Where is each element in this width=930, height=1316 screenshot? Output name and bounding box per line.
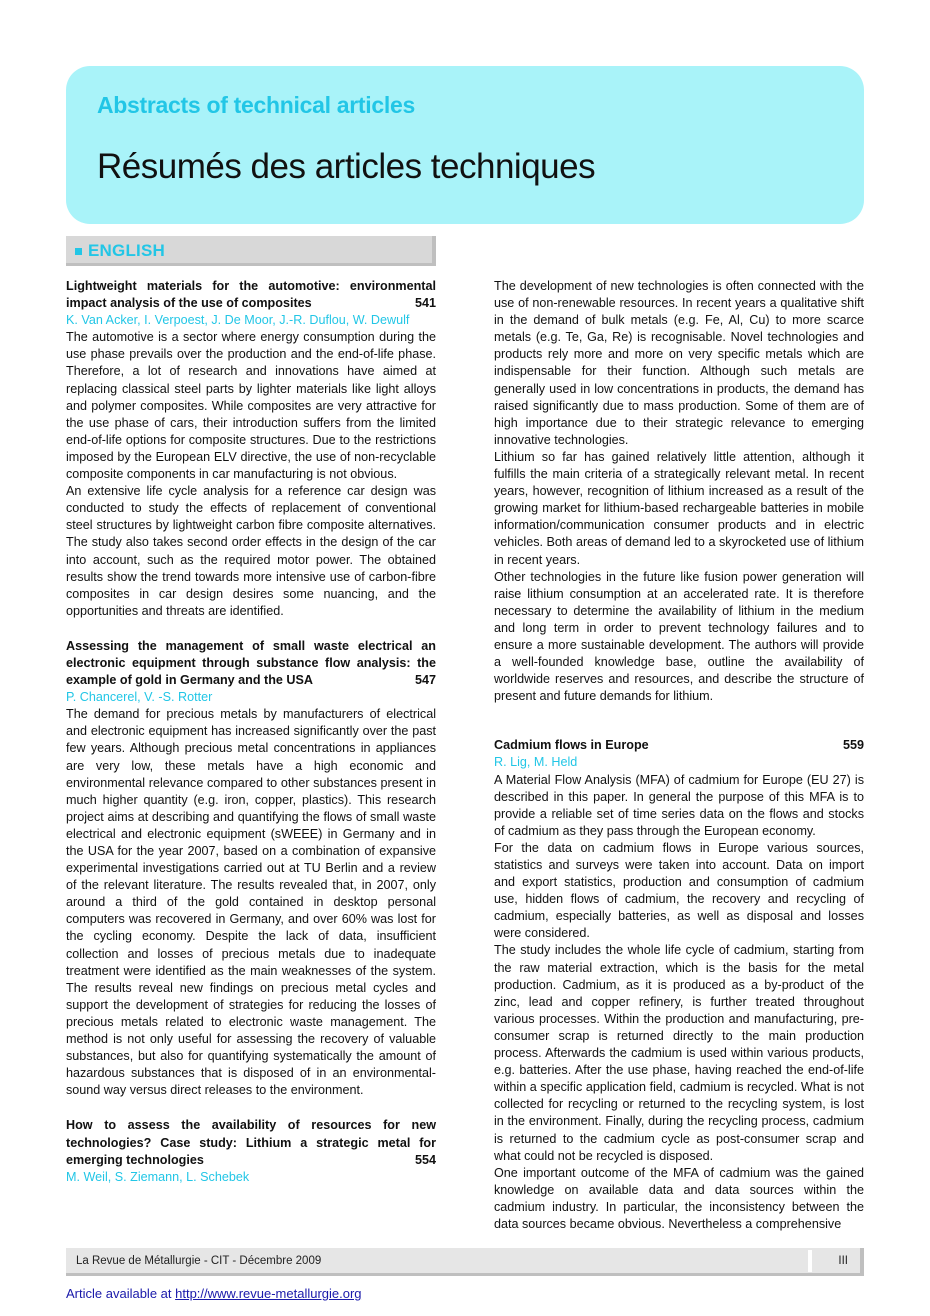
article-paragraph: An extensive life cycle analysis for a reference car design was conducted to study the effects of replacement of conventional steel structures by lightweight carbon fibre composite alternatives. The study also takes second order effects in the design of the car into account, such as the required motor power. The obtained results show the trend towards more intensive use of carbon-fibre composites in car design desires some nuancing, and the opportunities and threats are identified. bbox=[66, 484, 436, 618]
article-paragraph: The automotive is a sector where energy consumption during the use phase prevails over the production and the end-of-life phase. Therefore, a lot of research and innovations have aimed at replacing classical steel parts by lighter materials like light alloys and polymer composites. While composites are very attractive for the use phase of cars, their introduction suffers from the limited end-of-life options for composite structures. Due to the restrictions imposed by the European ELV directive, the use of non-recyclable composite components in car manufacturing is not obvious. bbox=[66, 330, 436, 482]
bullet-square-icon bbox=[75, 248, 82, 255]
article-paragraph: A Material Flow Analysis (MFA) of cadmium for Europe (EU 27) is described in this paper. In general the purpose of this MFA is to provide a reliable set of time series data on the flows and stocks of cadmium as they pass through the European economy. bbox=[494, 772, 864, 838]
availability-prefix: Article available at bbox=[66, 1286, 176, 1301]
article-title bbox=[494, 737, 864, 754]
footer-bar bbox=[66, 1248, 864, 1276]
article-title-text: Assessing the management of small waste electrical an electronic equipment through substance flow analysis: the example of gold in Germany and the USA bbox=[66, 638, 436, 688]
article-title-text: How to assess the availability of resources for new technologies? Case study: Lithium a strategic metal for emerging technologies bbox=[66, 1118, 436, 1167]
article-title bbox=[66, 638, 436, 689]
article-authors: R. Lig, M. Held bbox=[494, 755, 578, 770]
article-authors: P. Chancerel, V. -S. Rotter bbox=[66, 690, 213, 705]
header-title-french: Résumés des articles techniques bbox=[97, 147, 596, 186]
header-banner bbox=[66, 66, 864, 224]
article-title bbox=[66, 1117, 436, 1168]
footer-page-number: III bbox=[838, 1255, 848, 1267]
article-paragraph: The study includes the whole life cycle of cadmium, starting from the raw material extraction, which is the basis for the metal production. Cadmium, as it is produced as a by-product of the zinc, lead and copper refinery, is further treated throughout various processes. Within the production and manufacturing, pre-consumer scrap is returned directly to the main production process. Afterwards the cadmium is used within various products, e.g. batteries. After the use phase, having reached the end-of-life within a specific application field, cadmium is recycled. What is not collected for recycling or returned to the recycling system, is lost in the environment. Finally, during the recycling process, cadmium is returned to the cadmium cycle as post-consumer scrap and what could not be recycled is disposed. bbox=[494, 943, 864, 1163]
article-paragraph: Other technologies in the future like fusion power generation will raise lithium consumption at an accelerated rate. It is therefore necessary to determine the availability of lithium in the medium and long term in order to prevent technology failures and to ensure a more sustainable development. The authors will provide a well-founded knowledge base, outline the availability of worldwide reserves and resources, and describe the structure of present and future demands for lithium. bbox=[494, 569, 864, 704]
header-title-english: Abstracts of technical articles bbox=[97, 92, 415, 118]
article-availability bbox=[66, 1286, 362, 1301]
article-authors: M. Weil, S. Ziemann, L. Schebek bbox=[66, 1169, 250, 1184]
article-lightweight bbox=[66, 278, 436, 620]
article-cadmium bbox=[494, 737, 864, 1233]
section-label: ENGLISH bbox=[88, 241, 165, 260]
article-title-text: Lightweight materials for the automotive: environmental impact analysis of the use of composites bbox=[66, 279, 436, 311]
revue-metallurgie-link[interactable]: http://www.revue-metallurgie.org bbox=[175, 1286, 362, 1301]
footer-divider bbox=[808, 1250, 812, 1272]
article-title-text: Cadmium flows in Europe bbox=[494, 738, 649, 753]
article-page-number: 554 bbox=[414, 1152, 436, 1167]
left-column bbox=[66, 278, 436, 1186]
article-page-number: 547 bbox=[414, 673, 436, 688]
article-paragraph: One important outcome of the MFA of cadmium was the gained knowledge on available data and data sources within the cadmium industry. In particular, the inconsistency between the data sources became obvious. Nevertheless a comprehensive bbox=[494, 1165, 864, 1231]
section-bar-english bbox=[66, 236, 436, 266]
article-lithium-heading bbox=[66, 1117, 436, 1185]
article-gold-weee bbox=[66, 638, 436, 1100]
article-paragraph: The development of new technologies is often connected with the use of non-renewable resources. In recent years a qualitative shift in the demand of bulk metals (e.g. Fe, Al, Cu) to more scarce metals (e.g. Te, Ga, Re) is recognisable. Novel technologies and products rely more and more on very specific metals which are indispensable for their function. Although such metals are generally used in low concentrations in products, the demand has raised significantly due to mass production. Some of them are of high importance due to their strategic relevance to emerging innovative technologies. bbox=[494, 279, 864, 447]
article-paragraph: Lithium so far has gained relatively little attention, although it fulfills the main criteria of a strategically relevant metal. In recent years, however, recognition of lithium increased as a result of the growing market for lithium-based rechargeable batteries in mobile information/communication consumer products and in electric vehicles. Both areas of demand led to a skyrocketed use of lithium in recent years. bbox=[494, 449, 864, 567]
article-paragraph: The demand for precious metals by manufacturers of electrical and electronic equipment has increased significantly over the past few years. Although precious metal concentrations in appliances are very low, these metals have a high economic and environmental relevance compared to other substances present in much higher quantity (e.g. iron, copper, plastics). This research project aims at describing and quantifying the flows of small waste electrical and electronic equipment (sWEEE) in Germany and in the USA for the year 2007, based on a combination of expansive experimental investigations carried out at TU Berlin and a review of the relevant literature. The results revealed that, in 2007, only around a third of the gold contained in desktop personal computers was recovered in Germany, and over 60% was lost for the cycling economy. Despite the lack of data, insufficient collection and losses of precious metals due to inadequate treatment were identified as the main weaknesses of the system. The results reveal new findings on precious metal cycles and support the development of strategies for reducing the losses of precious metals related to electronic waste management. The method is not only useful for assessing the recovery of valuable substances, but also for quantifying systematically the amount of hazardous substances that is disposed of in an environmental-sound way versus direct releases to the environment. bbox=[66, 707, 436, 1098]
article-lithium-body bbox=[494, 278, 864, 705]
article-authors: K. Van Acker, I. Verpoest, J. De Moor, J.-R. Duflou, W. Dewulf bbox=[66, 313, 410, 328]
article-paragraph: For the data on cadmium flows in Europe various sources, statistics and surveys were taken into account. Data on import and export statistics, production and consumption of cadmium use, hidden flows of cadmium, the recovery and recycling of cadmium, especially batteries, as well as disposal and losses were considered. bbox=[494, 840, 864, 941]
article-page-number: 541 bbox=[414, 296, 436, 311]
footer-journal: La Revue de Métallurgie - CIT - Décembre 2009 bbox=[76, 1255, 322, 1267]
article-page-number: 559 bbox=[842, 738, 864, 753]
article-title bbox=[66, 278, 436, 312]
right-column bbox=[494, 278, 864, 1233]
